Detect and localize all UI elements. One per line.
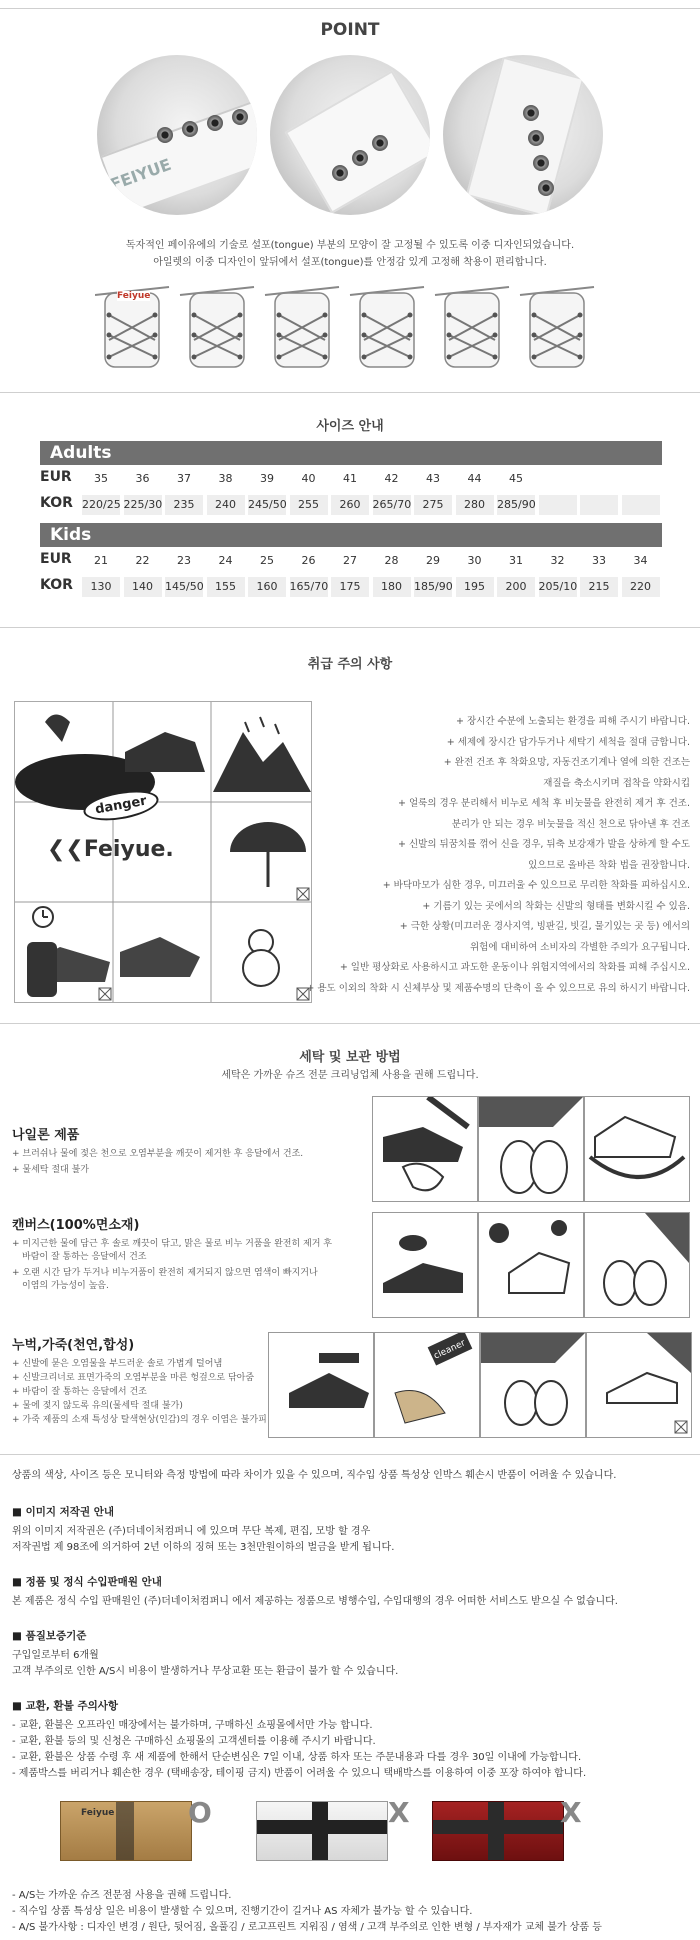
adults-kor-cell: 225/30 <box>124 495 162 515</box>
caution-line: 있으므로 올바른 착화 법을 권장합니다. <box>528 859 690 871</box>
adults-eur-cell: 41 <box>343 472 357 485</box>
adults-kor-cell: 255 <box>290 495 328 515</box>
leather-step-3-image <box>480 1332 586 1438</box>
adults-eur-cell: 39 <box>260 472 274 485</box>
canvas-line-3: + 오랜 시간 담가 두거나 비누거품이 완전히 제거되지 않으면 염색이 빠지거나 <box>12 1268 318 1278</box>
leather-step-4-image <box>586 1332 692 1438</box>
caution-line: 분리가 안 되는 경우 비눗물을 적신 천으로 닦아낸 후 건조 <box>451 818 690 830</box>
wash-title: 세탁 및 보관 방법 <box>299 1050 401 1065</box>
canvas-line-1: + 미지근한 물에 담근 후 솔로 깨끗이 닦고, 맑은 물로 비누 거품을 완전히 제거 후 <box>12 1239 332 1249</box>
adults-eur-cell: 35 <box>94 472 108 485</box>
kids-header: Kids <box>40 523 662 547</box>
kids-eur-label: EUR <box>40 551 72 567</box>
shoe-brand-text: FEIYUE <box>107 154 174 195</box>
adults-header: Adults <box>40 441 662 465</box>
as-line-1: - A/S는 가까운 슈즈 전문점 사용을 권해 드립니다. <box>12 1890 232 1901</box>
size-title: 사이즈 안내 <box>316 419 384 434</box>
leather-line-3: + 바람이 잘 통하는 응달에서 건조 <box>12 1387 147 1397</box>
exchange-line-2: - 교환, 환불 등의 및 신청은 구매하신 쇼핑몰의 고객센터를 이용해 주시기 바랍니다. <box>12 1736 376 1747</box>
nylon-step-1-image <box>372 1096 478 1202</box>
divider <box>0 392 700 393</box>
kids-kor-cell: 165/70 <box>290 577 328 597</box>
exchange-line-4: - 제품박스를 버리거나 훼손한 경우 (택배송장, 테이핑 금지) 반품이 어려울 수 있으니 택배박스를 이용하여 이중 포장 하여야 합니다. <box>12 1768 587 1779</box>
adults-eur-cell: 37 <box>177 472 191 485</box>
canvas-step-2-image <box>478 1212 584 1318</box>
caution-line: + 세제에 장시간 담가두거나 세탁기 세척을 절대 금합니다. <box>446 736 690 748</box>
kids-kor-cell: 220 <box>622 577 660 597</box>
kids-eur-cell: 21 <box>94 554 108 567</box>
copyright-heading: ■ 이미지 저작권 안내 <box>12 1506 115 1518</box>
logo-icon: ❮❮ <box>47 837 84 862</box>
point-description-2: 아일렛의 이중 디자인이 앞뒤에서 설포(tongue)를 안정감 있게 고정해 착용이 편리합니다. <box>153 257 547 268</box>
caution-line: 위험에 대비하여 소비자의 각별한 주의가 요구됩니다. <box>469 941 690 953</box>
caution-line: + 기름기 있는 곳에서의 착화는 신발의 형태를 변화시킬 수 있음. <box>422 900 690 912</box>
notice-intro: 상품의 색상, 사이즈 등은 모니터와 측정 방법에 따라 차이가 있을 수 있으며, 직수입 상품 특성상 인박스 훼손시 반품이 어려울 수 있습니다. <box>12 1470 617 1481</box>
kids-eur-cell: 24 <box>218 554 233 567</box>
adults-kor-cell: 220/25 <box>82 495 120 515</box>
adults-kor-cell: 240 <box>207 495 245 515</box>
lacing-diagrams <box>95 285 615 375</box>
adults-eur-cell: 38 <box>218 472 233 485</box>
caution-line: + 완전 건조 후 착화요망, 자동건조기계나 열에 의한 건조는 <box>443 757 690 768</box>
caution-line: + 바닥마모가 심한 경우, 미끄러울 수 있으므로 무리한 착화를 피하십시오. <box>382 880 690 891</box>
kids-eur-cell: 32 <box>550 554 565 567</box>
canvas-line-2: 바람이 잘 통하는 응달에서 건조 <box>22 1252 147 1262</box>
kids-eur-cell: 34 <box>633 554 648 567</box>
kids-eur-cell: 33 <box>592 554 606 567</box>
as-line-3: - A/S 불가사항 : 디자인 변경 / 원단, 뒷어짐, 올풀김 / 로고프린트 지워짐 / 염색 / 고객 부주의로 인한 변형 / 부자재가 교체 불가 상품 등 <box>12 1922 602 1933</box>
leather-line-2: + 신발크리너로 표면가죽의 오염부분을 마른 헝겊으로 닦아줌 <box>12 1373 255 1383</box>
size-section <box>0 395 700 631</box>
kids-kor-cell: 205/10 <box>539 577 577 597</box>
adults-eur-cell: 40 <box>301 472 316 485</box>
point-section <box>0 0 700 395</box>
wash-section <box>0 1026 700 1456</box>
kids-kor-cell: 155 <box>207 577 245 597</box>
box-red-image <box>432 1801 564 1861</box>
kids-kor-cell: 145/50 <box>165 577 203 597</box>
kids-eur-cell: 23 <box>177 554 191 567</box>
caution-title: 취급 주의 사항 <box>307 657 393 672</box>
adults-kor-cell: 285/90 <box>497 495 535 515</box>
copyright-line-1: 위의 이미지 저작권은 (주)더네이처컴퍼니 에 있으며 무단 복제, 편집, 모방 할 경우 <box>12 1526 371 1537</box>
kids-kor-cell: 215 <box>580 577 618 597</box>
kids-eur-cell: 27 <box>343 554 357 567</box>
adults-kor-cell <box>539 495 577 515</box>
box-ok-mark: O <box>188 1796 212 1829</box>
adults-kor-cell: 245/50 <box>248 495 286 515</box>
as-line-2: - 직수입 상품 특성상 일은 비용이 발생할 수 있으며, 진행기간이 길거나 AS 자체가 불가능 할 수 있습니다. <box>12 1906 473 1917</box>
nylon-step-3-image <box>584 1096 690 1202</box>
box-white-image <box>256 1801 388 1861</box>
adults-kor-cell <box>580 495 618 515</box>
kids-eur-cell: 25 <box>260 554 274 567</box>
adults-eur-cell: 45 <box>509 472 523 485</box>
caution-line: + 극한 상황(미끄러운 경사지역, 빙판길, 빗길, 물기있는 곳 등) 에서의 <box>399 921 690 932</box>
lacing-diagram-row <box>95 285 615 375</box>
exchange-heading: ■ 교환, 환불 주의사항 <box>12 1700 119 1712</box>
box-x-mark-1: X <box>388 1796 410 1829</box>
canvas-step-1-image <box>372 1212 478 1318</box>
kids-kor-cell: 140 <box>124 577 162 597</box>
shoe-detail-image-3 <box>443 55 603 215</box>
nylon-step-2-image <box>478 1096 584 1202</box>
canvas-line-4: 이염의 가능성이 높음. <box>22 1281 109 1291</box>
adults-kor-label: KOR <box>40 495 73 511</box>
adults-kor-cell: 280 <box>456 495 494 515</box>
kids-eur-cell: 31 <box>509 554 523 567</box>
lace-brand-label: Feiyue <box>117 291 151 301</box>
leather-title: 누벅,가죽(천연,합성) <box>12 1338 135 1353</box>
canvas-title: 캔버스(100%면소재) <box>12 1218 140 1233</box>
divider <box>0 627 700 628</box>
kids-kor-cell: 195 <box>456 577 494 597</box>
divider <box>0 1023 700 1024</box>
kids-kor-cell: 130 <box>82 577 120 597</box>
notice-section <box>0 1456 700 1940</box>
caution-section <box>0 631 700 1026</box>
adults-eur-cell <box>580 469 618 489</box>
adults-eur-cell: 43 <box>426 472 440 485</box>
feiyue-logo <box>47 837 174 862</box>
kids-kor-label: KOR <box>40 577 73 593</box>
point-title: POINT <box>320 20 380 40</box>
genuine-line-1: 본 제품은 정식 수입 판매원인 (주)더네이처컴퍼니 에서 제공하는 정품으로 병행수입, 수입대행의 경우 어떠한 서비스도 받으실 수 없습니다. <box>12 1596 618 1607</box>
caution-line: 재질을 축소시키며 접착을 약화시킵 <box>543 777 690 789</box>
kids-kor-cell: 200 <box>497 577 535 597</box>
cleaner-label: cleaner <box>432 1338 467 1362</box>
adults-kor-cell: 260 <box>331 495 369 515</box>
quality-line-2: 고객 부주의로 인한 A/S시 비용이 발생하거나 무상교환 또는 환급이 불가 할 수 있습니다. <box>12 1666 399 1677</box>
box-x-mark-2: X <box>560 1796 582 1829</box>
adults-eur-cell <box>539 469 577 489</box>
kids-kor-cell: 180 <box>373 577 411 597</box>
kids-eur-cell: 22 <box>135 554 150 567</box>
leather-step-2-image <box>374 1332 480 1438</box>
exchange-line-3: - 교환, 환불은 상품 수령 후 새 제품에 한해서 단순변심은 7일 이내, 상품 하자 또는 주문내용과 다를 경우 30일 이내에 가능합니다. <box>12 1752 582 1763</box>
adults-eur-cell: 42 <box>384 472 399 485</box>
copyright-line-2: 저작권법 제 98조에 의거하여 2년 이하의 징혀 또는 3천만원이하의 벌금을 받게 됩니다. <box>12 1542 395 1553</box>
kids-kor-cell: 175 <box>331 577 369 597</box>
genuine-heading: ■ 정품 및 정식 수입판매원 안내 <box>12 1576 162 1588</box>
caution-line: + 용도 이외의 착화 시 신체부상 및 제품수명의 단축이 올 수 있으므로 유의 하시기 바랍니다. <box>306 982 690 994</box>
adults-eur-cell: 36 <box>135 472 150 485</box>
wash-subtitle: 세탁은 가까운 슈즈 전문 크리닝업체 사용을 권해 드립니다. <box>221 1070 479 1081</box>
leather-line-1: + 신발에 묻은 오염물을 부드러운 솔로 가볍게 털어냄 <box>12 1359 223 1369</box>
box-brand-label: Feiyue <box>81 1808 115 1818</box>
divider <box>0 1454 700 1455</box>
adults-kor-cell: 265/70 <box>373 495 411 515</box>
canvas-step-3-image <box>584 1212 690 1318</box>
box-kraft-image <box>60 1801 192 1861</box>
oil-label: Oil <box>23 734 45 750</box>
quality-heading: ■ 품질보증기준 <box>12 1630 87 1642</box>
leather-line-4: + 물에 젖지 않도록 유의(물세탁 절대 불가) <box>12 1401 183 1411</box>
leather-line-5: + 가죽 제품의 소재 특성상 탈색현상(인감)의 경우 이염은 불가피 <box>12 1415 267 1425</box>
divider <box>0 8 700 9</box>
kids-kor-cell: 185/90 <box>414 577 452 597</box>
caution-line: + 장시간 수분에 노출되는 환경을 피해 주시기 바랍니다. <box>455 716 690 727</box>
adults-kor-cell: 275 <box>414 495 452 515</box>
quality-line-1: 구입일로부터 6개월 <box>12 1650 99 1661</box>
kids-eur-cell: 29 <box>426 554 440 567</box>
leather-step-1-image <box>268 1332 374 1438</box>
adults-eur-cell <box>622 469 660 489</box>
exchange-line-1: - 교환, 환불은 오프라인 매장에서는 불가하며, 구매하신 쇼핑몰에서만 가능 합니다. <box>12 1720 373 1731</box>
kids-eur-cell: 26 <box>301 554 316 567</box>
nylon-line-1: + 브러쉬나 물에 젖은 천으로 오염부분을 깨끗이 제거한 후 응달에서 건조. <box>12 1149 304 1159</box>
shoe-detail-image-1 <box>97 55 257 215</box>
danger-label: danger <box>81 786 160 826</box>
kids-eur-cell: 30 <box>467 554 482 567</box>
nylon-line-2: + 물세탁 절대 불가 <box>12 1165 89 1175</box>
adults-eur-label: EUR <box>40 469 72 485</box>
kids-kor-cell: 160 <box>248 577 286 597</box>
caution-line: + 일반 평상화로 사용하시고 과도한 운동이나 위험지역에서의 착화를 피해 주십시오. <box>339 962 690 973</box>
adults-kor-cell: 235 <box>165 495 203 515</box>
adults-kor-cell <box>622 495 660 515</box>
kids-eur-cell: 28 <box>384 554 399 567</box>
point-description-1: 독자적인 페이유에의 기술로 설포(tongue) 부분의 모양이 잘 고정될 수 있도록 이중 디자인되었습니다. <box>125 240 575 251</box>
adults-eur-cell: 44 <box>467 472 482 485</box>
caution-line: + 신발의 뒤꿈치를 꺾어 신을 경우, 뒤축 보강재가 발을 상하게 할 수도 <box>398 839 690 850</box>
nylon-title: 나일론 제품 <box>12 1128 80 1143</box>
shoe-detail-image-2 <box>270 55 430 215</box>
caution-line: + 얼룩의 경우 분리해서 비누로 세척 후 비눗물을 완전히 제거 후 건조. <box>398 798 690 809</box>
logo-text: Feiyue. <box>83 837 174 862</box>
caution-illustration-grid <box>14 701 312 1003</box>
